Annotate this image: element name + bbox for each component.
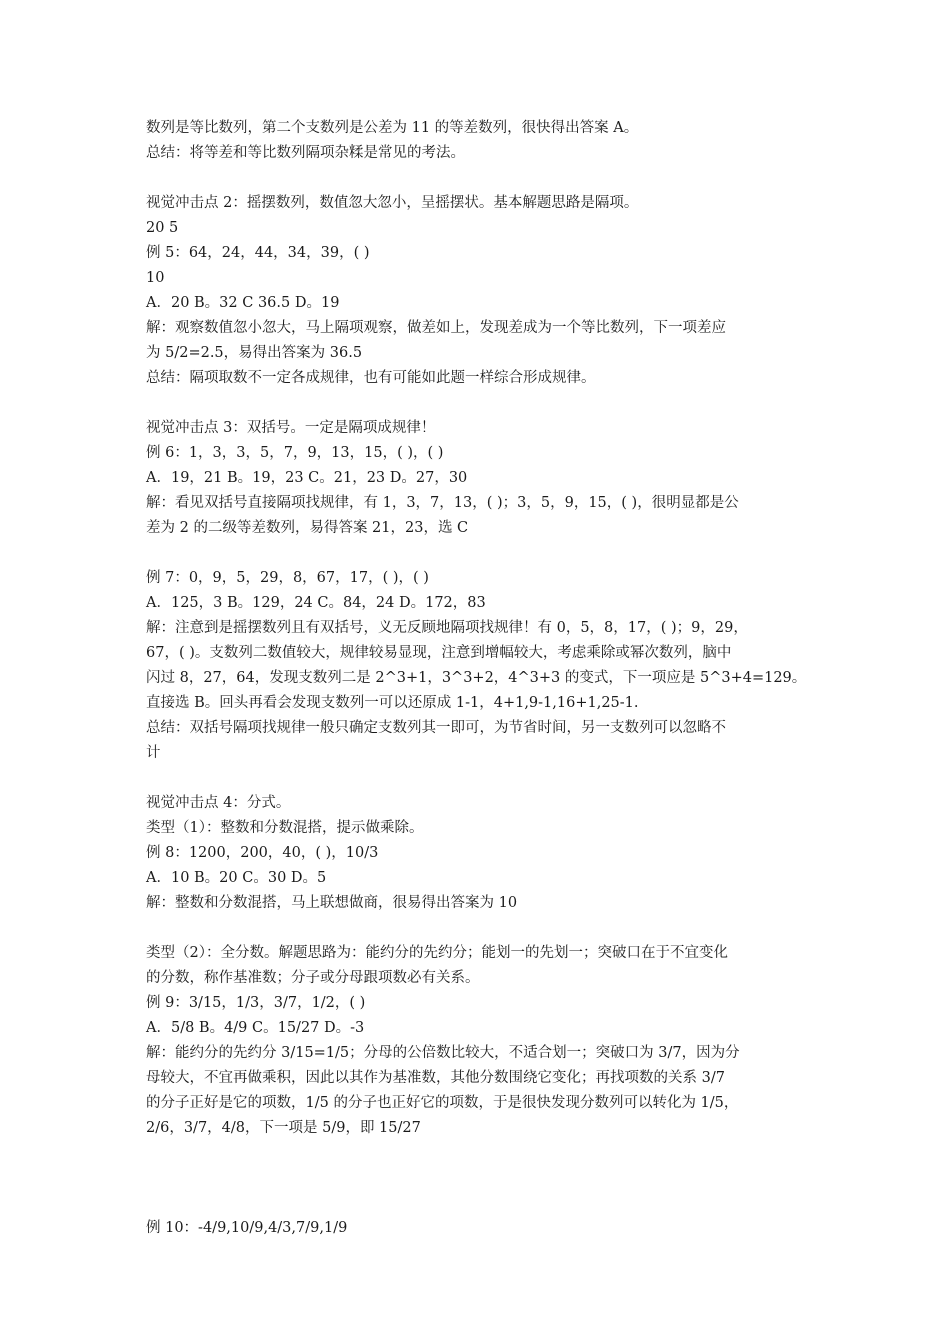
section-heading: 视觉冲击点 4：分式。 [146, 795, 291, 811]
example-line: 例 6：1，3，3，5，7，9，13，15，( )，( ) [146, 445, 444, 461]
blank-line [146, 766, 808, 791]
type-heading: 类型（2）：全分数。解题思路为：能约分的先约分；能划一的先划一；突破口在于不宜变化 [146, 945, 728, 961]
type-heading: 类型（1）：整数和分数混搭，提示做乘除。 [146, 820, 424, 836]
options-line: A．19，21 B。19，23 C。21，23 D。27，30 [146, 470, 468, 486]
options-line: A．5/8 B。4/9 C。15/27 D。-3 [146, 1020, 365, 1036]
text-line: 20 5 [146, 220, 179, 236]
solution-line: 的分子正好是它的项数，1/5 的分子也正好它的项数，于是很快发现分数列可以转化为 1/5， [146, 1095, 739, 1111]
options-line: A．125，3 B。129，24 C。84，24 D。172，83 [146, 595, 486, 611]
solution-line: 67，( )。支数列二数值较大，规律较易显现，注意到增幅较大，考虑乘除或幂次数列，脑中 [146, 645, 732, 661]
solution-line: 解：观察数值忽小忽大，马上隔项观察，做差如上，发现差成为一个等比数列，下一项差应 [146, 320, 726, 336]
example-line: 例 5：64，24，44，34，39，( ) [146, 245, 370, 261]
summary-line: 计 [146, 745, 161, 761]
options-line: A．10 B。20 C。30 D。5 [146, 870, 327, 886]
blank-line [146, 166, 808, 191]
solution-line: 直接选 B。回头再看会发现支数列一可以还原成 1-1，4+1,9-1,16+1,25-1. [146, 695, 639, 711]
summary-line: 总结：双括号隔项找规律一般只确定支数列其一即可，为节省时间，另一支数列可以忽略不 [146, 720, 726, 736]
options-line: A．20 B。32 C 36.5 D。19 [146, 295, 340, 311]
solution-line: 解：能约分的先约分 3/15=1/5；分母的公倍数比较大，不适合划一；突破口为 3/7，因为分 [146, 1045, 740, 1061]
example-line: 例 8：1200，200，40，( )，10/3 [146, 845, 379, 861]
summary-line: 总结：将等差和等比数列隔项杂糅是常见的考法。 [146, 145, 465, 161]
example-line: 例 9：3/15，1/3，3/7，1/2，( ) [146, 995, 366, 1011]
blank-line [146, 1166, 808, 1191]
solution-line: 解：看见双括号直接隔项找规律，有 1，3，7，13，( )；3，5，9，15，( )，很明显都是公 [146, 495, 739, 511]
solution-line: 差为 2 的二级等差数列，易得答案 21，23，选 C [146, 520, 469, 536]
solution-line: 为 5/2=2.5，易得出答案为 36.5 [146, 345, 363, 361]
blank-line [146, 1191, 808, 1216]
solution-line: 解：注意到是摇摆数列且有双括号，义无反顾地隔项找规律！有 0，5，8，17，( )；9，29， [146, 620, 748, 636]
solution-line: 解：整数和分数混搭，马上联想做商，很易得出答案为 10 [146, 895, 518, 911]
blank-line [146, 541, 808, 566]
section-heading: 视觉冲击点 2：摇摆数列，数值忽大忽小，呈摇摆状。基本解题思路是隔项。 [146, 195, 639, 211]
solution-line: 母较大，不宜再做乘积，因此以其作为基准数，其他分数围绕它变化；再找项数的关系 3/7 [146, 1070, 725, 1086]
example-line: 例 7：0，9，5，29，8，67，17，( )，( ) [146, 570, 429, 586]
text-line: 数列是等比数列，第二个支数列是公差为 11 的等差数列，很快得出答案 A。 [146, 120, 639, 136]
blank-line [146, 916, 808, 941]
summary-line: 总结：隔项取数不一定各成规律，也有可能如此题一样综合形成规律。 [146, 370, 596, 386]
blank-line [146, 391, 808, 416]
type-heading: 的分数，称作基准数；分子或分母跟项数必有关系。 [146, 970, 480, 986]
text-line: 10 [146, 270, 165, 286]
solution-line: 闪过 8，27，64，发现支数列二是 2^3+1，3^3+2，4^3+3 的变式，下一项应是 5^3+4=129。 [146, 670, 807, 686]
example-line: 例 10：-4/9,10/9,4/3,7/9,1/9 [146, 1220, 348, 1236]
solution-line: 2/6，3/7，4/8，下一项是 5/9，即 15/27 [146, 1120, 421, 1136]
blank-line [146, 1141, 808, 1166]
document-page [146, 116, 808, 1241]
section-heading: 视觉冲击点 3：双括号。一定是隔项成规律！ [146, 420, 436, 436]
